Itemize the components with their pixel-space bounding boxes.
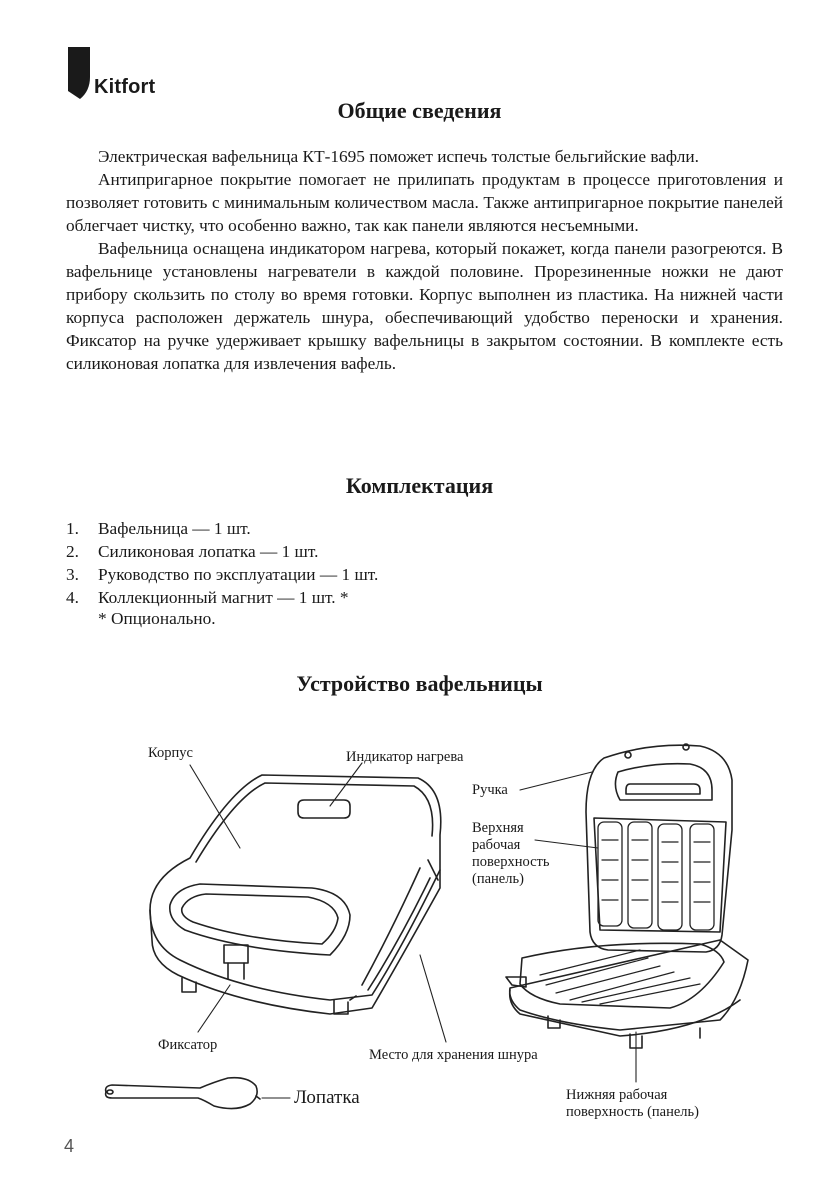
device-title: Устройство вафельницы (296, 671, 543, 696)
brand-logo-text: Kitfort (94, 76, 156, 98)
paragraph: Антипригарное покрытие помогает не прилипать продуктам в процессе приготовления и позволяет готовить с минимальным количеством масла. Также антипригарное покрытие панелей облегчает чистку, что особенно важно, так как панели являются несъемными. (66, 170, 783, 235)
list-item: 3. Руководство по эксплуатации — 1 шт. (66, 565, 379, 584)
optional-note: * Опционально. (98, 609, 216, 628)
spatula-drawing (106, 1078, 260, 1109)
paragraph: Вафельница оснащена индикатором нагрева, который покажет, когда панели разогреются. В вафельнице установлены нагреватели в каждой половине. Прорезиненные ножки не дают прибору скользить по столу во время готовки. Корпус выполнен из пластика. На нижней части корпуса расположен держатель шнура, обеспечивающий удобство переноски и хранения. Фиксатор на ручке удерживает крышку вафельницы в закрытом состоянии. В комплекте есть силиконовая лопатка для извлечения вафель. (66, 239, 783, 373)
label-heat-indicator: Индикатор нагрева (346, 749, 464, 765)
list-item: 4. Коллекционный магнит — 1 шт. * (66, 588, 349, 607)
label-body: Корпус (148, 745, 193, 761)
label-handle: Ручка (472, 782, 508, 798)
paragraph: Электрическая вафельница КТ-1695 поможет испечь толстые бельгийские вафли. (98, 147, 699, 166)
closed-waffle-maker-drawing (150, 775, 441, 1014)
label-cord-storage: Место для хранения шнура (369, 1047, 538, 1063)
contents-title: Комплектация (345, 473, 494, 498)
list-item: 1. Вафельница — 1 шт. (66, 519, 251, 538)
open-waffle-maker-drawing (506, 744, 748, 1048)
label-lower-surface: Нижняя рабочая поверхность (панель) (566, 1087, 699, 1120)
general-info-title: Общие сведения (337, 98, 502, 123)
label-spatula: Лопатка (294, 1087, 360, 1108)
list-item: 2. Силиконовая лопатка — 1 шт. (66, 542, 319, 561)
label-upper-surface: Верхняя рабочая поверхность (панель) (472, 820, 550, 887)
page-number: 4 (64, 1136, 75, 1156)
label-latch: Фиксатор (158, 1037, 218, 1053)
